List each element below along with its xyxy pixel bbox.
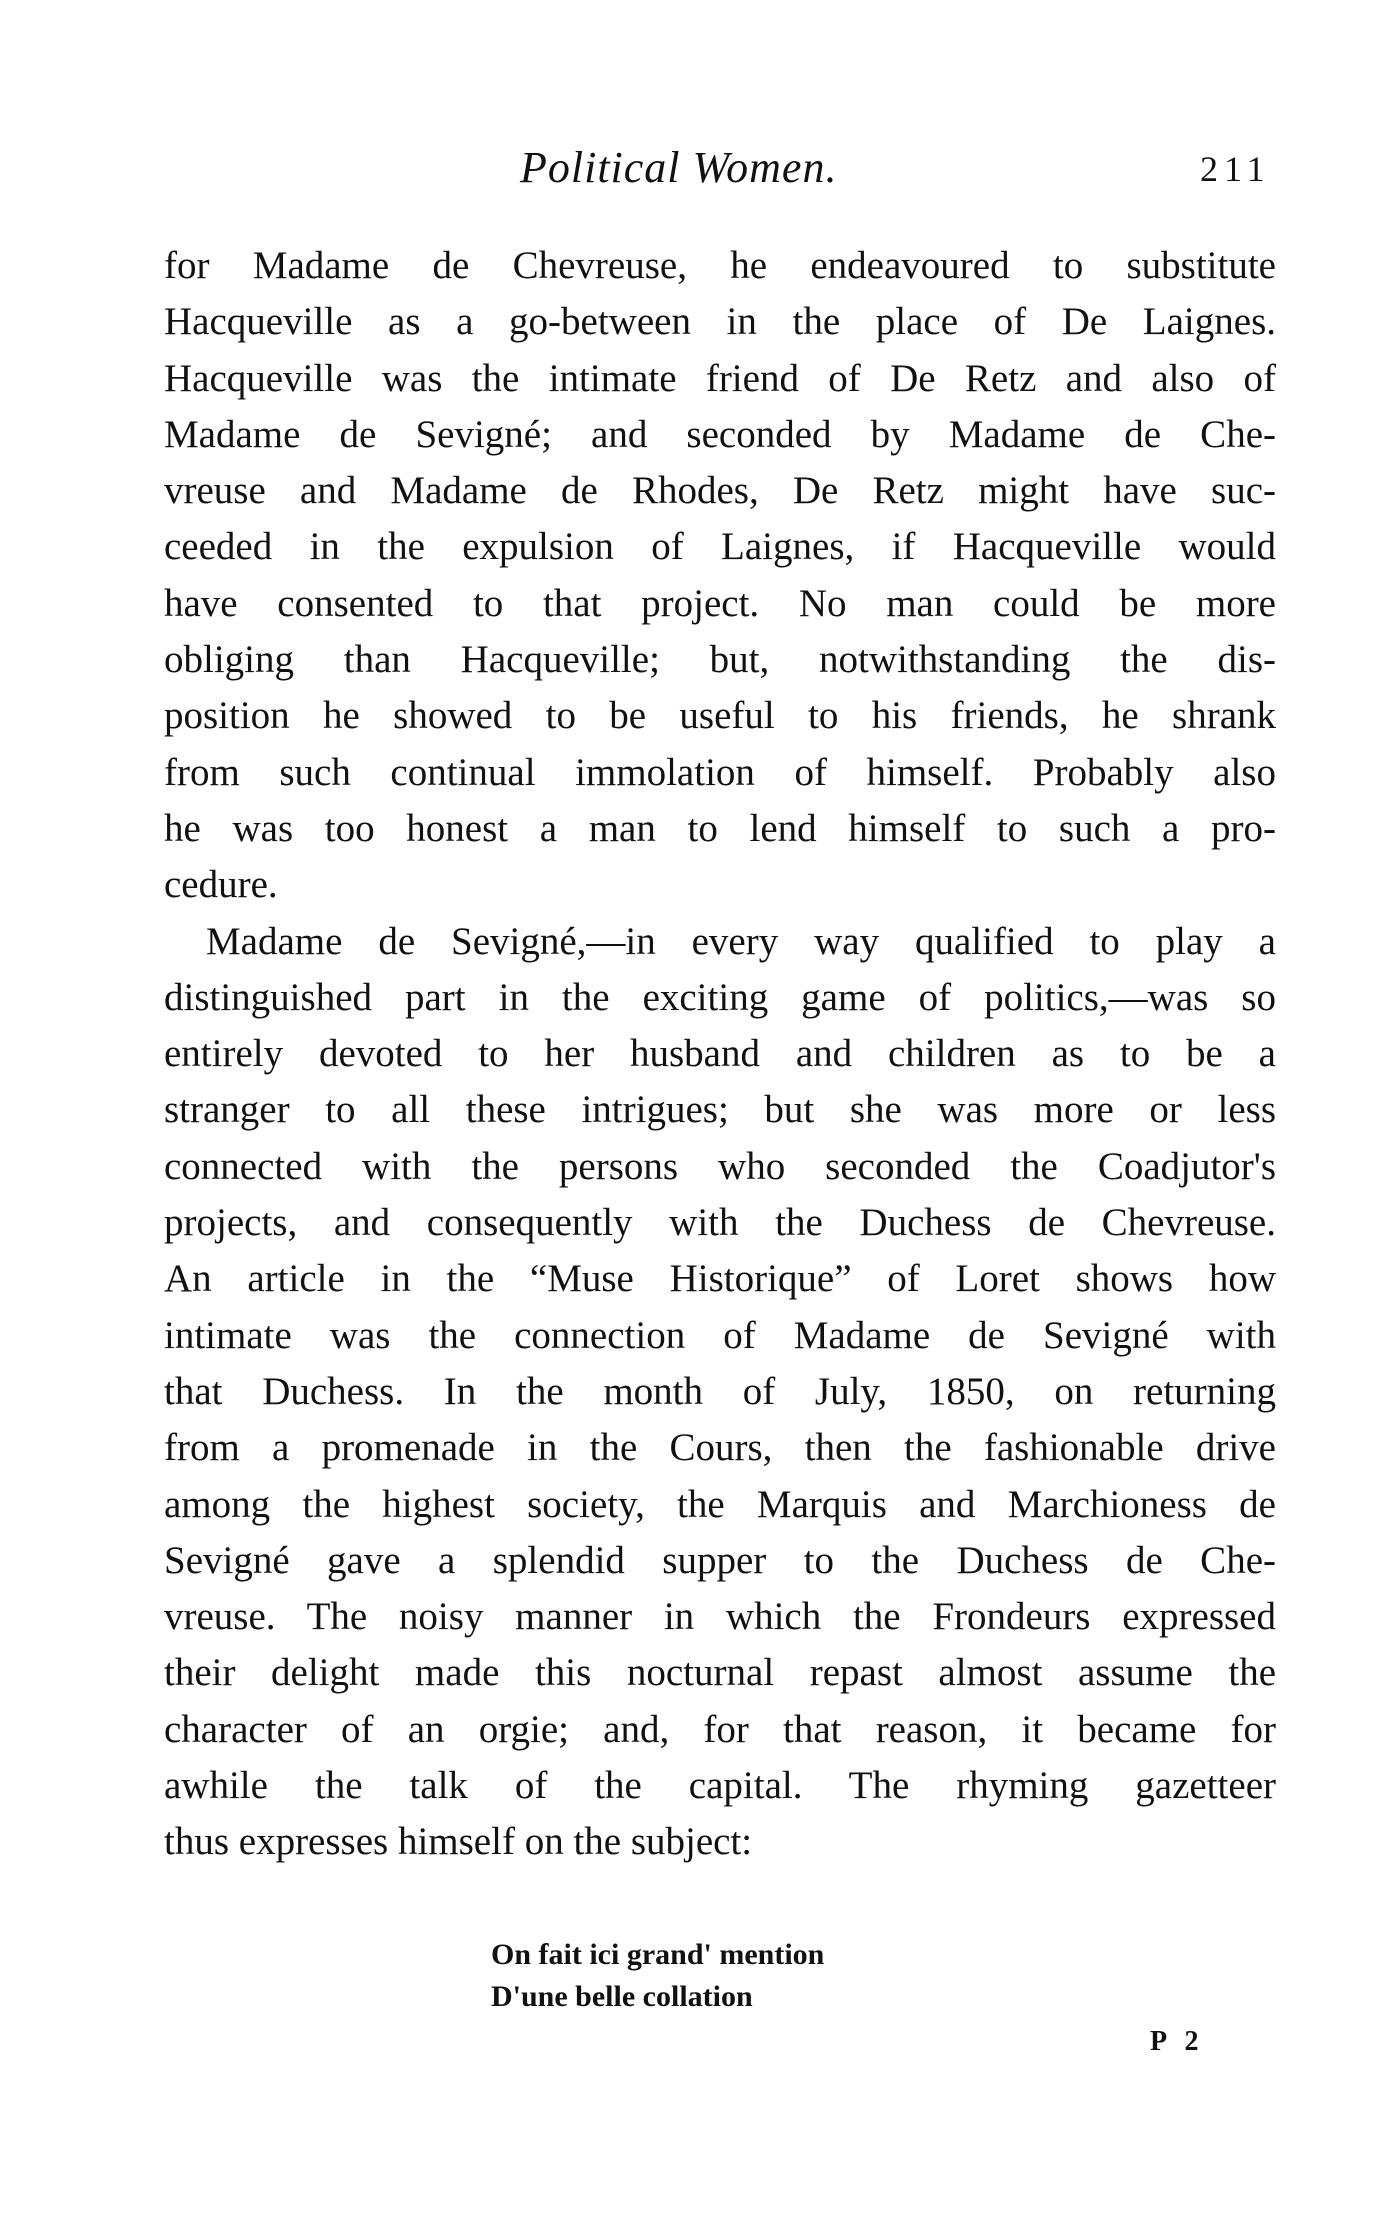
text-line: vreuse and Madame de Rhodes, De Retz might have suc- [164,469,1276,513]
text-line: cedure. [164,863,278,907]
page-number: 211 [1200,149,1271,189]
text-line: Madame de Sevigné; and seconded by Madame de Che- [164,412,1276,456]
text-line: entirely devoted to her husband and children as to be a [164,1032,1276,1076]
text-line: Hacqueville as a go-between in the place of De Laignes. [164,300,1276,344]
text-line: Sevigné gave a splendid supper to the Duchess de Che- [164,1538,1276,1582]
signature-mark: P 2 [1150,2026,1205,2057]
text-line: ceeded in the expulsion of Laignes, if Hacqueville would [164,525,1276,569]
text-line: projects, and consequently with the Duchess de Chevreuse. [164,1201,1276,1245]
text-line: character of an orgie; and, for that reason, it became for [164,1707,1276,1751]
text-line: position he showed to be useful to his friends, he shrank [164,694,1276,738]
text-line: Madame de Sevigné,—in every way qualified to play a [206,919,1276,963]
text-line: from such continual immolation of himself. Probably also [164,750,1276,794]
text-line: obliging than Hacqueville; but, notwithstanding the dis- [164,638,1276,682]
text-line: awhile the talk of the capital. The rhyming gazetteer [164,1764,1276,1808]
text-line: have consented to that project. No man could be more [164,581,1276,625]
body-text [164,238,1276,1871]
text-line: from a promenade in the Cours, then the fashionable drive [164,1426,1276,1470]
text-line: for Madame de Chevreuse, he endeavoured to substitute [164,244,1276,287]
text-line: connected with the persons who seconded the Coadjutor's [164,1144,1276,1188]
verse-quote [491,1934,824,2018]
text-line: that Duchess. In the month of July, 1850, on returning [164,1369,1276,1413]
verse-line: D'une belle collation [491,1980,753,2013]
text-line: distinguished part in the exciting game of politics,—was so [164,975,1276,1019]
text-line: among the highest society, the Marquis and Marchioness de [164,1482,1276,1526]
verse-line: On fait ici grand' mention [491,1938,825,1971]
text-line: he was too honest a man to lend himself to such a pro- [164,806,1276,850]
text-line: thus expresses himself on the subject: [164,1820,753,1864]
text-line: intimate was the connection of Madame de Sevigné with [164,1313,1276,1357]
text-line: their delight made this nocturnal repast almost assume the [164,1651,1276,1695]
text-line: vreuse. The noisy manner in which the Frondeurs expressed [164,1595,1276,1639]
running-head-title: Political Women. [520,143,838,192]
text-line: stranger to all these intrigues; but she was more or less [164,1088,1276,1132]
text-line: An article in the “Muse Historique” of Loret shows how [164,1257,1276,1301]
text-line: Hacqueville was the intimate friend of De Retz and also of [164,356,1276,400]
